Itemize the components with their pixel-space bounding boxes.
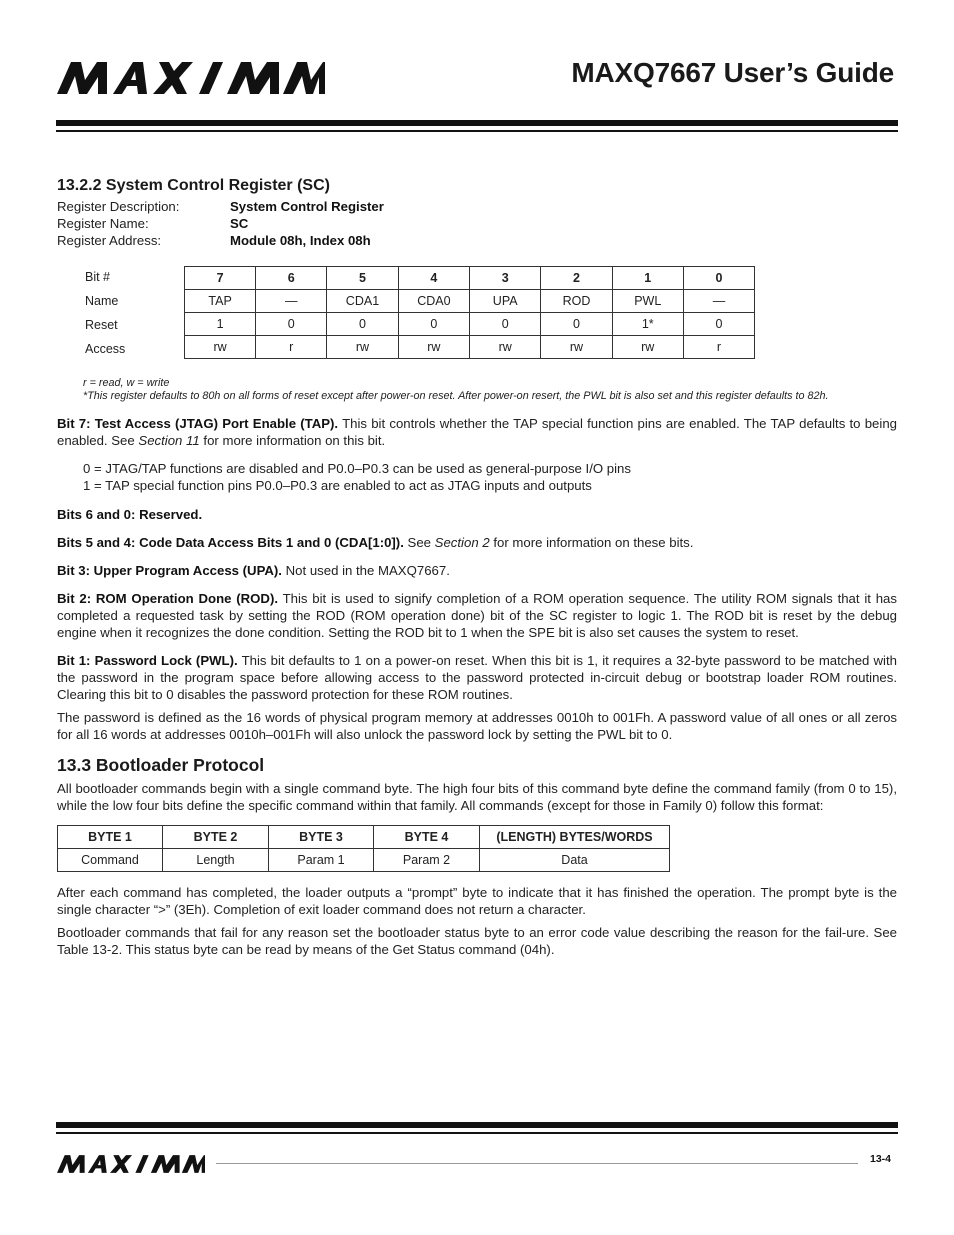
table-notes [83,377,897,403]
password-description: The password is defined as the 16 words of physical program memory at addresses 0010h to 001Fh. A password value of all ones or all zeros for all 16 words at addresses 0010h–001Fh will also unlock the password lock by setting the PWL bit to 0. [57,710,897,742]
bit-table-row-labels [85,266,125,362]
bit-cell: 1 [612,267,683,290]
format-value-cell: Data [480,849,670,872]
bit-table [184,266,755,359]
section-heading-13-3: 13.3 Bootloader Protocol [57,755,265,775]
prompt-description: After each command has completed, the loader outputs a “prompt” byte to indicate that it has finished the operation. The prompt byte is the single character “>” (3Eh). Completion of exit loader command does not return a character. [57,885,897,917]
bit2-title: Bit 2: ROM Operation Done (ROD). [57,591,279,606]
bit3-description [57,562,897,579]
bit-cell: rw [470,336,541,359]
bits54-title: Bits 5 and 4: Code Data Access Bits 1 and 0 (CDA[1:0]). [57,535,404,550]
bit-cell: rw [541,336,612,359]
register-info-value: Module 08h, Index 08h [230,233,371,248]
bit-cell: PWL [612,290,683,313]
maxim-logo-footer-icon [57,1154,205,1179]
reset-footnote: *This register defaults to 80h on all forms of reset except after power-on reset. After power-on resert, the PWL bit is also set and this register defaults to 82h. [83,390,829,402]
bit-cell: 2 [541,267,612,290]
bit-cell: — [256,290,327,313]
bits54-text-a: See [403,535,435,550]
maxim-logo-icon [57,60,325,101]
bit-cell: 0 [683,313,754,336]
register-info-row [57,215,897,232]
register-info-label: Register Address: [57,233,162,248]
bit-cell: 1 [185,313,256,336]
bit-cell: TAP [185,290,256,313]
bit-cell: ROD [541,290,612,313]
bits54-section-ref: Section 2 [434,535,490,550]
format-value-cell: Length [163,849,269,872]
bit7-option-1: 1 = TAP special function pins P0.0–P0.3 are enabled to act as JTAG inputs and outputs [83,478,592,493]
bit-cell: 5 [327,267,398,290]
bit-cell: 0 [683,267,754,290]
bootloader-format-table [57,825,670,872]
format-header-cell: (LENGTH) BYTES/WORDS [480,826,670,849]
bits54-description [57,534,897,551]
bit2-description [57,590,897,641]
bit-cell: rw [185,336,256,359]
row-label-reset: Reset [85,318,118,332]
bit3-text: Not used in the MAXQ7667. [281,563,450,578]
bit7-text-a: This bit controls whether the TAP special function pins are enabled. The TAP defaults to being enabled. See [57,416,897,448]
row-label-name: Name [85,294,119,308]
bit2-text: This bit is used to signify completion of a ROM operation sequence. The utility ROM signals that it has completed a requested task by setting the ROD (ROM operation done) bit of the SC register to logic 1. The ROD bit is reset by the debug engine when it recognizes the done condition. Setting the ROD bit to 1 when the SPE bit is also set causes the system to reset. [57,591,897,640]
bit7-description [57,415,897,449]
bits60-title: Bits 6 and 0: Reserved. [57,507,203,522]
section-heading-13-2-2: 13.2.2 System Control Register (SC) [57,177,330,194]
register-info-value: SC [230,216,249,231]
bit-cell: r [683,336,754,359]
bit-cell: 3 [470,267,541,290]
footer-rule-thin [56,1132,898,1134]
page-content [57,176,897,958]
bit-cell: — [683,290,754,313]
bit-cell: 0 [327,313,398,336]
register-info-value: System Control Register [230,199,384,214]
access-legend: r = read, w = write [83,377,170,389]
bit7-title: Bit 7: Test Access (JTAG) Port Enable (TAP). [57,416,339,431]
bit3-title: Bit 3: Upper Program Access (UPA). [57,563,282,578]
format-header-cell: BYTE 4 [374,826,480,849]
header-rule-thin [56,130,898,132]
bootloader-intro: All bootloader commands begin with a single command byte. The high four bits of this command byte define the command family (from 0 to 15), while the low four bits define the specific command within that family. All commands (except for those in Family 0) follow this format: [57,781,897,813]
bit-cell: 4 [398,267,469,290]
register-info-row [57,198,897,215]
format-table-header-row [58,826,670,849]
bit-cell: CDA1 [327,290,398,313]
bit-cell: 7 [185,267,256,290]
bit-number-row [185,267,755,290]
bit-name-row [185,290,755,313]
bit7-text-b: for more information on this bit. [199,433,386,448]
bit-cell: 0 [470,313,541,336]
row-label-access: Access [85,342,126,356]
header-rule-thick [56,120,898,126]
page-number: 13-4 [870,1153,892,1165]
bit-cell: rw [398,336,469,359]
bit-cell: rw [612,336,683,359]
bit-cell: 0 [256,313,327,336]
format-value-cell: Param 1 [269,849,374,872]
register-info-label: Register Description: [57,199,180,214]
bit-cell: 6 [256,267,327,290]
format-value-cell: Command [58,849,163,872]
bit1-description [57,652,897,703]
bit-cell: r [256,336,327,359]
format-value-cell: Param 2 [374,849,480,872]
format-header-cell: BYTE 3 [269,826,374,849]
footer-rule-thick [56,1122,898,1128]
format-header-cell: BYTE 2 [163,826,269,849]
register-info [57,198,897,249]
bit-table-wrapper [57,266,897,364]
bit-cell: 0 [541,313,612,336]
bit1-text: This bit defaults to 1 on a power-on reset. When this bit is 1, it requires a 32-byte password to be matched with the password in the program space before allowing access to the password protected in-circuit debug or bootstrap loader ROM routines. Clearing this bit to 0 disables the password protection for these ROM routines. [57,653,897,702]
bit7-section-ref: Section 11 [138,433,200,448]
register-info-row [57,232,897,249]
document-title: MAXQ7667 User’s Guide [571,57,894,88]
failure-description: Bootloader commands that fail for any reason set the bootloader status byte to an error code value describing the reason for the fail-ure. See Table 13-2. This status byte can be read by means of the Get Status command (04h). [57,925,897,957]
bit1-title: Bit 1: Password Lock (PWL). [57,653,238,668]
bit-cell: rw [327,336,398,359]
row-label-bit: Bit # [85,270,111,284]
bit-cell: 1* [612,313,683,336]
bit7-option-0: 0 = JTAG/TAP functions are disabled and P0.0–P0.3 can be used as general-purpose I/O pins [83,461,631,476]
bit-cell: UPA [470,290,541,313]
format-header-cell: BYTE 1 [58,826,163,849]
register-info-label: Register Name: [57,216,149,231]
footer-divider [216,1163,858,1164]
bit-reset-row [185,313,755,336]
format-table-value-row [58,849,670,872]
bits54-text-b: for more information on these bits. [489,535,694,550]
bits60-description [57,506,897,523]
bit-cell: 0 [398,313,469,336]
bit-access-row [185,336,755,359]
bit-cell: CDA0 [398,290,469,313]
